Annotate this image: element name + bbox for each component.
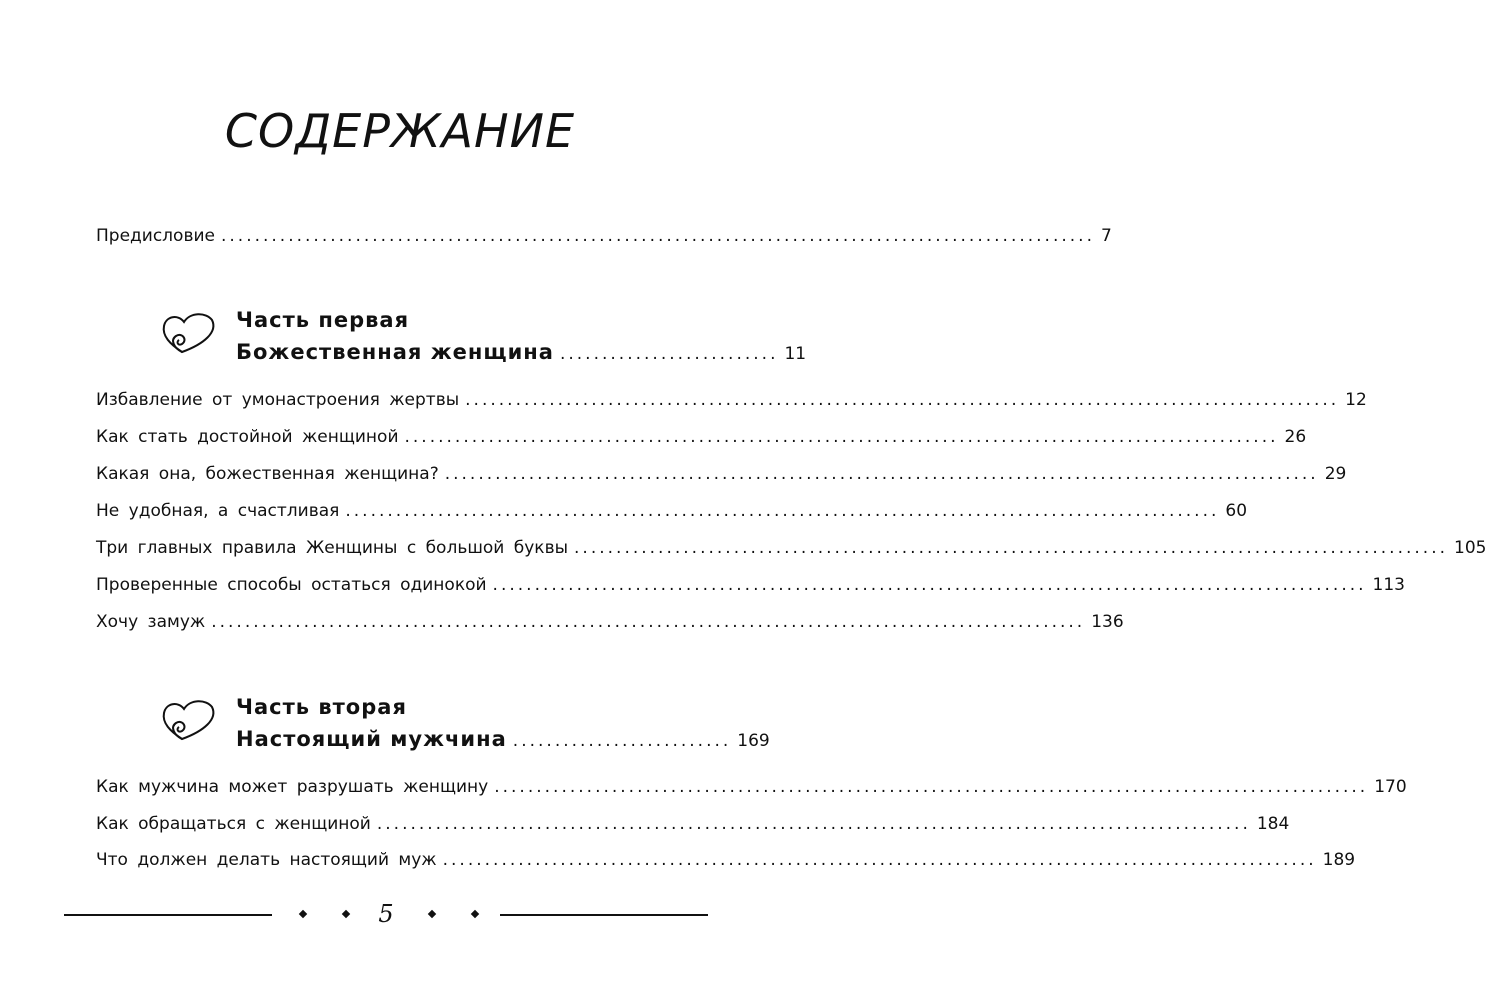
dot-leader: ........................................................................................................ (492, 575, 1367, 595)
toc-entry-page: 184 (1256, 814, 1290, 834)
toc-entry-page: 26 (1284, 427, 1307, 447)
toc-entry[interactable] (96, 458, 1347, 484)
dot-leader: ........................................................................................................ (376, 814, 1251, 834)
dot-leader: ........................................................................................................ (442, 850, 1317, 870)
heart-icon (160, 697, 216, 743)
toc-entry[interactable] (96, 569, 1405, 595)
toc-entry-label: Как стать достойной женщиной (96, 427, 399, 447)
part-heading-2[interactable] (160, 695, 770, 767)
toc-entry[interactable] (96, 771, 1407, 797)
toc-entry[interactable] (96, 844, 1356, 870)
dot-leader: ........................................................................................................ (211, 612, 1086, 632)
heart-icon (160, 310, 216, 356)
toc-entry-page: 60 (1225, 501, 1248, 521)
toc-entry-page: 189 (1322, 850, 1356, 870)
dot-leader: ........................................................................................................ (574, 538, 1449, 558)
toc-entry[interactable] (96, 495, 1248, 521)
toc-entry-label: Проверенные способы остаться одинокой (96, 575, 487, 595)
toc-entry-label: Как мужчина может разрушать женщину (96, 777, 489, 797)
toc-entry-label: Избавление от умонастроения жертвы (96, 390, 460, 410)
toc-entry[interactable] (96, 808, 1290, 834)
toc-entry-label: Какая она, божественная женщина? (96, 464, 439, 484)
toc-entry-label: Три главных правила Женщины с большой буквы (96, 538, 569, 558)
part-kicker: Часть первая (236, 308, 410, 332)
toc-entry-label: Предисловие (96, 226, 215, 246)
part-heading-1[interactable] (160, 308, 807, 380)
part-page: 169 (737, 731, 770, 751)
toc-entry-page: 113 (1372, 575, 1405, 595)
toc-entry[interactable] (96, 532, 1486, 558)
toc-entry-preface[interactable] (96, 220, 1112, 246)
part-title: Настоящий мужчина (236, 727, 507, 751)
dot-leader: .......................... (512, 731, 732, 751)
part-kicker: Часть вторая (236, 695, 407, 719)
page-title: СОДЕРЖАНИЕ (224, 104, 576, 158)
dot-leader: ........................................................................................................ (444, 464, 1319, 484)
toc-entry-page: 29 (1324, 464, 1347, 484)
page-footer (64, 900, 708, 930)
dot-leader: .......................... (559, 344, 779, 364)
toc-entry[interactable] (96, 421, 1307, 447)
dot-leader: ........................................................................................................ (465, 390, 1340, 410)
toc-entry[interactable] (96, 606, 1124, 632)
part-title: Божественная женщина (236, 340, 554, 364)
toc-entry-page: 105 (1454, 538, 1486, 558)
dot-leader: ........................................................................................................ (345, 501, 1220, 521)
toc-entry-label: Хочу замуж (96, 612, 206, 632)
toc-entry-page: 7 (1100, 226, 1112, 246)
dot-leader: ........................................................................................................ (220, 226, 1095, 246)
footer-rule-right (500, 914, 708, 916)
dot-leader: ........................................................................................................ (404, 427, 1279, 447)
toc-entry-page: 136 (1091, 612, 1124, 632)
toc-entry-label: Что должен делать настоящий муж (96, 850, 437, 870)
toc-entry-label: Не удобная, а счастливая (96, 501, 340, 521)
toc-entry[interactable] (96, 384, 1367, 410)
toc-entry-page: 12 (1345, 390, 1367, 410)
part-page: 11 (784, 344, 807, 364)
page-number: 5 (378, 900, 394, 928)
dot-leader: ........................................................................................................ (494, 777, 1369, 797)
toc-entry-page: 170 (1374, 777, 1407, 797)
toc-entry-label: Как обращаться с женщиной (96, 814, 371, 834)
